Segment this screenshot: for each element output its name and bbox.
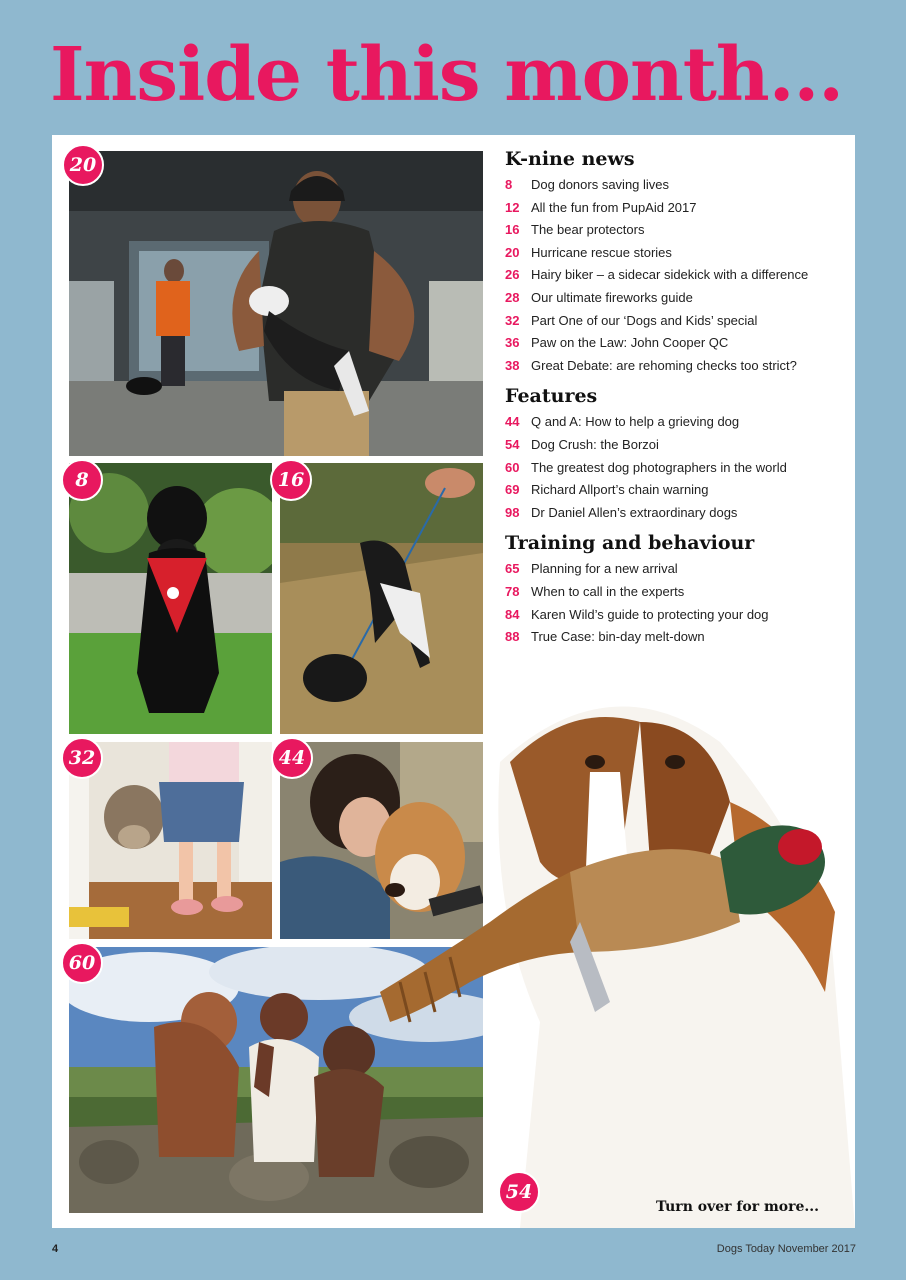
- page-badge-16: 16: [270, 459, 312, 501]
- toc-entry[interactable]: [505, 604, 845, 627]
- page-badge-60: 60: [61, 942, 103, 984]
- toc-entry-title: Great Debate: are rehoming checks too strict?: [531, 357, 797, 373]
- toc-entry-title: The greatest dog photographers in the world: [531, 459, 787, 475]
- toc-entry-title: Hairy biker – a sidecar sidekick with a difference: [531, 267, 809, 283]
- toc-page-number: 54: [505, 436, 520, 452]
- toc-entry[interactable]: [505, 479, 845, 502]
- section-title: Training and behaviour: [505, 532, 755, 555]
- turn-over-link[interactable]: Turn over for more...: [656, 1199, 820, 1215]
- toc-entry-title: Karen Wild’s guide to protecting your dog: [531, 606, 769, 622]
- issue-label: Dogs Today November 2017: [716, 1243, 856, 1255]
- toc-entry-title: Dr Daniel Allen’s extraordinary dogs: [531, 504, 738, 520]
- toc-page-number: 12: [505, 199, 520, 215]
- page-badge-8: 8: [61, 459, 103, 501]
- toc-entry-title: Richard Allport’s chain warning: [531, 482, 709, 498]
- toc-entry[interactable]: [505, 457, 845, 480]
- toc-entry[interactable]: [505, 434, 845, 457]
- toc-entry-title: Paw on the Law: John Cooper QC: [531, 335, 729, 351]
- toc-page-number: 32: [505, 312, 520, 328]
- toc-entry[interactable]: [505, 219, 845, 242]
- toc-section-training: [505, 532, 845, 648]
- toc-page-number: 44: [505, 414, 520, 430]
- toc-page-number: 60: [505, 459, 520, 475]
- toc-page-number: 28: [505, 289, 520, 305]
- photo-borzoi[interactable]: [370, 662, 855, 1228]
- toc-page-number: 16: [505, 222, 520, 238]
- toc-entry[interactable]: [505, 287, 845, 310]
- toc-entry-title: Part One of our ‘Dogs and Kids’ special: [531, 312, 758, 328]
- page-badge-54: 54: [498, 1171, 540, 1213]
- photo-hurricane-rescue[interactable]: [69, 151, 483, 456]
- photo-dog-donor[interactable]: [69, 463, 272, 734]
- toc-entry-title: The bear protectors: [531, 222, 645, 238]
- page-badge-44: 44: [271, 737, 313, 779]
- toc-page-number: 36: [505, 335, 520, 351]
- toc-entry[interactable]: [505, 558, 845, 581]
- toc-entry-title: True Case: bin-day melt-down: [531, 629, 705, 645]
- toc-page-number: 26: [505, 267, 520, 283]
- toc-entry[interactable]: [505, 174, 845, 197]
- toc-entry-title: Dog donors saving lives: [531, 177, 670, 192]
- toc-page-number: 88: [505, 629, 520, 645]
- toc-entry[interactable]: [505, 264, 845, 287]
- toc-entry[interactable]: [505, 197, 845, 220]
- toc-section-features: [505, 385, 845, 524]
- toc-entry[interactable]: [505, 310, 845, 333]
- toc-page-number: 8: [505, 177, 513, 192]
- toc-entry[interactable]: [505, 411, 845, 434]
- page-headline: Inside this month...: [50, 32, 844, 118]
- toc-page-number: 69: [505, 482, 520, 498]
- page-badge-32: 32: [61, 737, 103, 779]
- toc-entry[interactable]: [505, 242, 845, 265]
- toc-entry[interactable]: [505, 502, 845, 525]
- toc-entry[interactable]: [505, 332, 845, 355]
- toc-page-number: 20: [505, 244, 520, 260]
- toc-entry-title: Hurricane rescue stories: [531, 244, 672, 260]
- section-title: K-nine news: [505, 148, 635, 170]
- toc-entry-title: When to call in the experts: [531, 583, 685, 599]
- toc-page-number: 84: [505, 606, 520, 622]
- toc-page-number: 78: [505, 583, 520, 599]
- toc-page-number: 65: [505, 561, 520, 577]
- toc-entry-title: Planning for a new arrival: [531, 561, 678, 577]
- toc-section-knine-news: [505, 148, 845, 377]
- page-badge-20: 20: [62, 144, 104, 186]
- toc-entry[interactable]: [505, 581, 845, 604]
- toc-entry-title: Dog Crush: the Borzoi: [531, 436, 659, 452]
- toc-entry-title: Q and A: How to help a grieving dog: [531, 414, 740, 430]
- table-of-contents: [505, 148, 845, 657]
- page-number: 4: [52, 1243, 59, 1255]
- toc-entry-title: All the fun from PupAid 2017: [531, 199, 697, 215]
- toc-page-number: 38: [505, 357, 520, 373]
- toc-entry[interactable]: [505, 355, 845, 378]
- section-title: Features: [505, 385, 598, 408]
- toc-entry-title: Our ultimate fireworks guide: [531, 289, 693, 305]
- photo-dogs-and-kids[interactable]: [69, 742, 272, 939]
- toc-entry[interactable]: [505, 626, 845, 649]
- toc-page-number: 98: [505, 504, 520, 520]
